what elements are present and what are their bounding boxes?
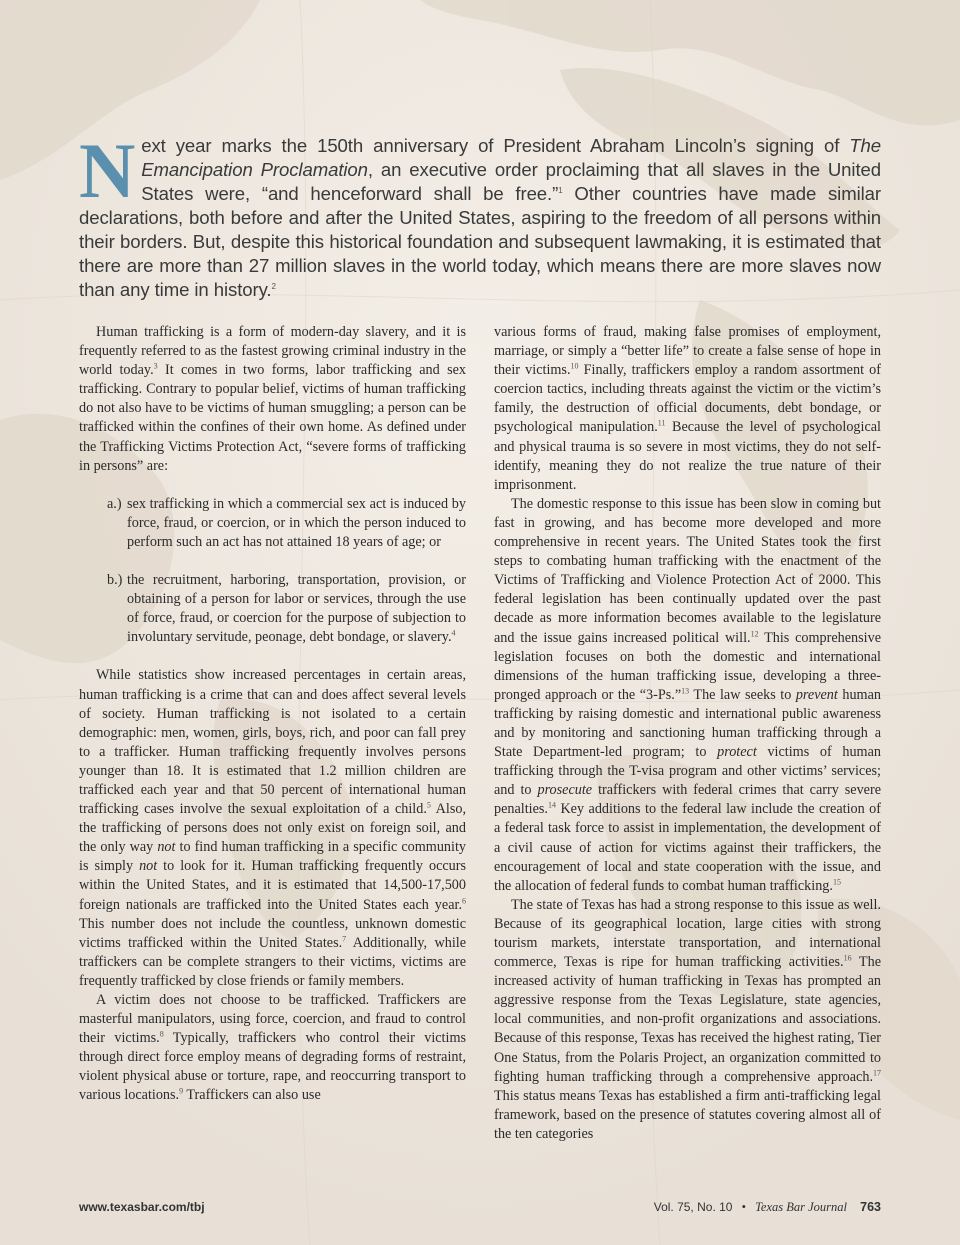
body-text: traffickers with federal crimes that carry severe penalties. xyxy=(494,782,881,818)
bullet-separator: • xyxy=(741,1200,746,1214)
body-text: The increased activity of human trafficking in Texas has prompted an aggressive response from the Texas Legislature, state agencies, local communities, and non-profit organizations and associations. Because of this response, Texas has received the highest rating, Tier One Status, from the Polaris Project, an organization committed to fighting human trafficking through a comprehensive approach. xyxy=(494,954,881,1085)
emphasis: not xyxy=(139,858,158,875)
intro-paragraph xyxy=(79,127,882,302)
right-column xyxy=(494,323,881,1144)
body-text: The law seeks to xyxy=(689,686,796,703)
body-text: Key additions to the federal law include the creation of a federal task force to assist in implementation, the development of a civil cause of action for victims against their traffickers, the encouragement of local and state cooperation with the issue, and the allocation of federal funds to combat human trafficking. xyxy=(494,801,881,894)
body-text: Also, the trafficking of persons does not only exist on foreign soil, and the only way xyxy=(79,801,466,856)
website-link[interactable]: www.texasbar.com/tbj xyxy=(79,1200,205,1214)
footnote-ref: 8 xyxy=(159,1029,164,1039)
footnote-ref: 14 xyxy=(547,800,556,810)
body-text: Human trafficking is a form of modern-day slavery, and it is frequently referred to as the fastest growing criminal industry in the world today. xyxy=(79,324,466,379)
list-item-text: the recruitment, harboring, transportation, provision, or obtaining of a person for labor or services, through the use of force, fraud, or coercion for the purpose of subjection to involuntary servitude, peonage, debt bondage, or slavery. xyxy=(127,572,466,646)
footnote-ref: 16 xyxy=(843,953,852,963)
emphasis: prevent xyxy=(795,686,838,703)
emphasis: protect xyxy=(717,744,757,761)
intro-text: ext year marks the 150th anniversary of President Abraham Lincoln’s signing of xyxy=(141,135,850,156)
body-paragraph xyxy=(494,323,881,495)
footnote-ref: 7 xyxy=(342,933,347,943)
body-text: various forms of fraud, making false promises of employment, marriage, or simply a “better life” to create a false sense of hope in their victims. xyxy=(494,324,881,379)
body-text: to find human trafficking in a specific community is simply xyxy=(79,839,466,875)
body-text: It comes in two forms, labor trafficking and sex trafficking. Contrary to popular belief, victims of human trafficking do not also have to be victims of human smuggling; a person can be trafficked within the confines of their own home. As defined under the Trafficking Victims Protection Act, “severe forms of trafficking in persons” are: xyxy=(79,362,466,474)
body-paragraph xyxy=(79,323,466,476)
body-text: This number does not include the countless, unknown domestic victims trafficked within the United States. xyxy=(79,915,466,951)
footnote-ref: 2 xyxy=(271,281,276,291)
body-text: Typically, traffickers who control their victims through direct force employ means of degrading forms of restraint, violent physical abuse or torture, rape, and reoccurring transport to various locations. xyxy=(79,1030,466,1104)
intro-title-italic: The Emancipation Proclamation xyxy=(141,135,881,180)
body-text: Traffickers can also use xyxy=(183,1087,321,1104)
footnote-ref: 15 xyxy=(832,876,841,886)
footnote-ref: 6 xyxy=(462,895,466,905)
body-text: A victim does not choose to be trafficked. Traffickers are masterful manipulators, using force, coercion, and fraud to control their victims. xyxy=(79,992,466,1047)
body-text: The domestic response to this issue has been slow in coming but fast in growing, and has become more developed and more comprehensive in recent years. The United States took the first steps to combating human trafficking with the enactment of the Victims of Trafficking and Violence Protection Act of 2000. This federal legislation has been continually updated over the past decade as more information becomes available to the legislature and the issue gains increased political will. xyxy=(494,495,881,646)
body-text: human trafficking by raising domestic and international public awareness and by monitoring and sanctioning human trafficking through a State Department-led program; to xyxy=(494,686,881,761)
footnote-ref: 9 xyxy=(179,1086,184,1096)
body-text: This comprehensive legislation focuses on both the domestic and international dimensions of the human trafficking issue, developing a three-pronged approach or the “3-Ps.” xyxy=(494,629,881,703)
footnote-ref: 13 xyxy=(681,686,690,696)
body-text: This status means Texas has established a firm anti-trafficking legal framework, based on the presence of statutes covering almost all of the ten categories xyxy=(494,1087,881,1142)
list-marker: b.) xyxy=(107,572,123,589)
footnote-ref: 1 xyxy=(558,185,563,195)
body-text: victims of human trafficking through the T-visa program and other victims’ services; and to xyxy=(494,744,881,799)
body-text: to look for it. Human trafficking frequently occurs within the United States, and it is estimated that 14,500-17,500 foreign nationals are trafficked into the United States each year. xyxy=(79,858,466,913)
footnote-ref: 3 xyxy=(153,361,158,371)
body-paragraph xyxy=(494,495,881,896)
volume-number: Vol. 75, No. 10 xyxy=(653,1200,733,1214)
body-text: While statistics show increased percentages in certain areas, human trafficking is a crime that can and does affect several levels of society. Human trafficking is not isolated to a certain demographic: men, women, girls, boys, rich, and poor can fall prey to a trafficker. Human trafficking frequently involves persons younger than 18. It is estimated that 1.2 million children are trafficked each year and that 50 percent of international human trafficking cases involve the sexual exploitation of a child. xyxy=(79,667,466,818)
page-footer xyxy=(79,1200,881,1220)
body-paragraph xyxy=(79,666,466,991)
emphasis: not xyxy=(157,839,176,856)
body-text: Additionally, while traffickers can be complete strangers to their victims, victims are frequently trafficked by close friends or family members. xyxy=(79,934,466,989)
footnote-ref: 5 xyxy=(426,800,431,810)
body-paragraph xyxy=(79,991,466,1106)
left-column xyxy=(79,323,466,1106)
emphasis: prosecute xyxy=(537,782,593,799)
intro-text: Other countries have made similar declarations, both before and after the United States, aspiring to the freedom of all persons within their borders. But, despite this historical foundation and subsequent lawmaking, it is estimated that there are more than 27 million slaves in the world today, which means there are more slaves now than any time in history. xyxy=(79,183,882,300)
footnote-ref: 11 xyxy=(657,418,666,428)
list-marker: a.) xyxy=(107,495,122,512)
definition-list xyxy=(79,495,466,648)
intro-text: , an executive order proclaiming that all slaves in the United States were, “and henceforward shall be free.” xyxy=(141,159,882,204)
footnote-ref: 10 xyxy=(570,361,579,371)
list-item xyxy=(79,571,466,647)
list-item xyxy=(79,495,466,552)
body-text: Finally, traffickers employ a random assortment of coercion tactics, including threats against the victim or the victim’s family, the destruction of official documents, debt bondage, or psychological manipulation. xyxy=(494,362,881,436)
page-number: 763 xyxy=(860,1200,881,1214)
body-text: The state of Texas has had a strong response to this issue as well. Because of its geographical location, large cities with strong tourism markets, interstate transportation, and international commerce, Texas is ripe for human trafficking activities. xyxy=(494,896,881,971)
journal-name: Texas Bar Journal xyxy=(755,1200,848,1214)
list-item-text: sex trafficking in which a commercial sex act is induced by force, fraud, or coercion, or in which the person induced to perform such an act has not attained 18 years of age; or xyxy=(127,495,466,550)
footer-citation xyxy=(654,1200,881,1215)
body-text: Because the level of psychological and physical trauma is so severe in most victims, they do not self-identify, meaning they do not realize the true nature of their imprisonment. xyxy=(494,419,881,493)
footnote-ref: 4 xyxy=(451,628,456,638)
body-paragraph xyxy=(494,896,881,1144)
footnote-ref: 17 xyxy=(873,1067,881,1077)
drop-cap: N xyxy=(79,127,136,214)
footnote-ref: 12 xyxy=(750,628,759,638)
